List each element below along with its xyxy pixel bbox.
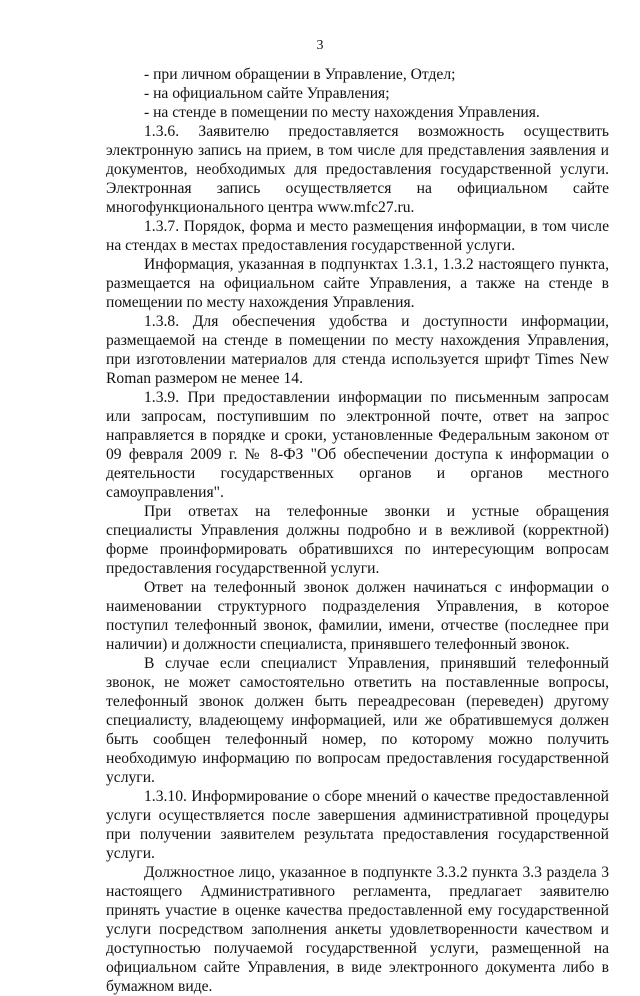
paragraph-list-item-3: - на стенде в помещении по месту нахождения Управления. (144, 104, 540, 121)
paragraph-call-redirect: В случае если специалист Управления, принявший телефонный звонок, не может самостоятельно ответить на поставленные вопросы, телефонный звонок должен быть переадресован (переведен) другому специалисту, владеющему информацией, или же обратившемуся должен быть сообщен телефонный номер, по которому можно получить необходимую информацию по вопросам предоставления государственной услуги. (106, 655, 609, 786)
paragraph-phone-answers: При ответах на телефонные звонки и устные обращения специалисты Управления должны подробно и в вежливой (корректной) форме проинформировать обратившихся по интересующим вопросам предоставления государственной услуги. (106, 503, 609, 577)
document-body (106, 65, 609, 996)
paragraph-1-3-6: 1.3.6. Заявителю предоставляется возможность осуществить электронную запись на прием, в том числе для представления заявления и документов, необходимых для предоставления государственной услуги. Электронная запись осуществляется на официальном сайте многофункционального центра www.mfc27.ru. (106, 123, 609, 216)
page-number: 3 (316, 38, 324, 53)
paragraph-1-3-7: 1.3.7. Порядок, форма и место размещения информации, в том числе на стендах в местах предоставления государственной услуги. (106, 218, 609, 254)
paragraph-1-3-10: 1.3.10. Информирование о сборе мнений о качестве предоставленной услуги осуществляется после завершения административной процедуры при получении заявителем результата предоставления государственной услуги. (106, 788, 609, 862)
paragraph-phone-greeting: Ответ на телефонный звонок должен начинаться с информации о наименовании структурного подразделения Управления, в которое поступил телефонный звонок, фамилии, имени, отчестве (последнее при наличии) и должности специалиста, принявшего телефонный звонок. (106, 579, 609, 653)
paragraph-official-survey: Должностное лицо, указанное в подпункте 3.3.2 пункта 3.3 раздела 3 настоящего Административного регламента, предлагает заявителю принять участие в оценке качества предоставленной ему государственной услуги посредством заполнения анкеты удовлетворенности качеством и доступностью получаемой государственной услуги, размещенной на официальном сайте Управления, в виде электронного документа либо в бумажном виде. (106, 864, 609, 995)
paragraph-information-placement: Информация, указанная в подпунктах 1.3.1, 1.3.2 настоящего пункта, размещается на официальном сайте Управления, а также на стенде в помещении по месту нахождения Управления. (106, 256, 609, 311)
paragraph-1-3-9: 1.3.9. При предоставлении информации по письменным запросам или запросам, поступившим по электронной почте, ответ на запрос направляется в порядке и сроки, установленные Федеральным законом от 09 февраля 2009 г. № 8-ФЗ "Об обеспечении доступа к информации о деятельности государственных органов и органов местного самоуправления". (106, 389, 609, 501)
paragraph-list-item-1: - при личном обращении в Управление, Отдел; (144, 66, 456, 83)
paragraph-list-item-2: - на официальном сайте Управления; (144, 85, 390, 102)
paragraph-1-3-8: 1.3.8. Для обеспечения удобства и доступности информации, размещаемой на стенде в помещении по месту нахождения Управления, при изготовлении материалов для стенда используется шрифт Times New Roman размером не менее 14. (106, 313, 609, 387)
